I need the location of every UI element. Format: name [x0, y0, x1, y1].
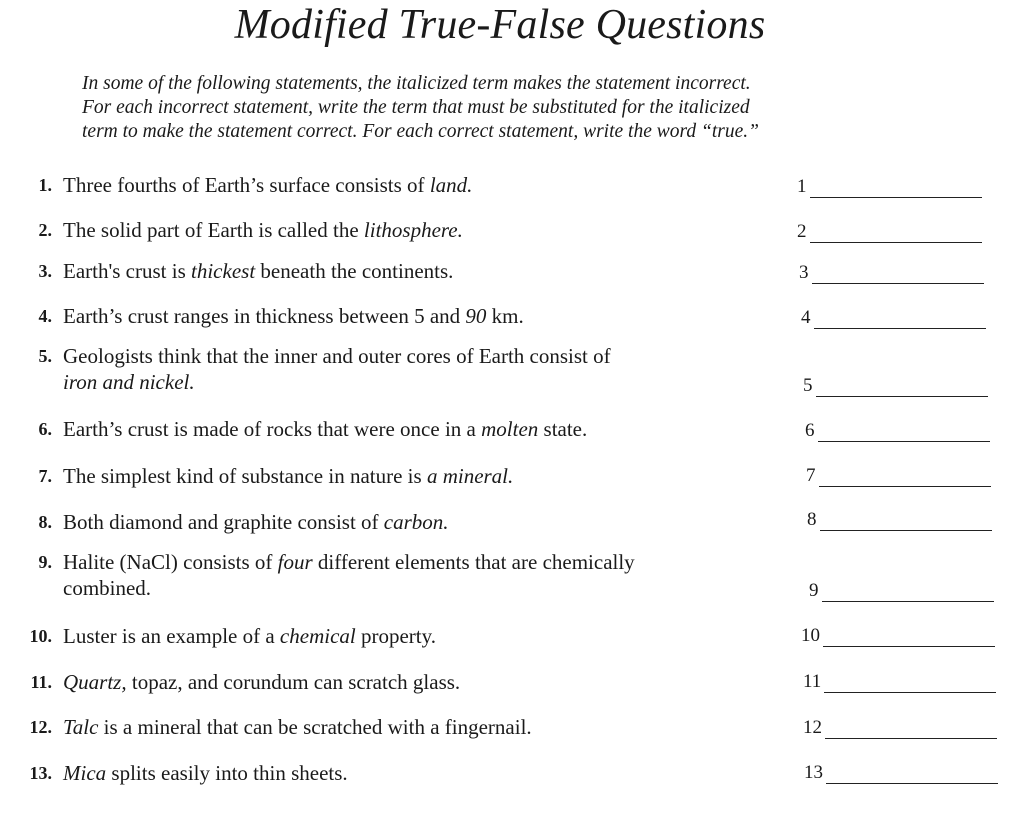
question-text: Quartz, topaz, and corundum can scratch glass.: [63, 670, 461, 694]
answer-line[interactable]: [820, 514, 992, 531]
answer-blank[interactable]: [797, 172, 982, 198]
question-text: The solid part of Earth is called the lithosphere.: [63, 218, 463, 242]
question-text: Both diamond and graphite consist of carbon.: [63, 510, 449, 534]
question-text: Halite (NaCl) consists of four different elements that are chemically combined.: [63, 550, 635, 600]
question-number: 8.: [38, 512, 52, 532]
answer-line[interactable]: [826, 767, 998, 784]
answer-number: 1: [797, 176, 807, 197]
question-text: Earth’s crust ranges in thickness between 5 and 90 km.: [63, 304, 524, 328]
answer-blank[interactable]: [806, 461, 991, 487]
instructions-line: term to make the statement correct. For each correct statement, write the word “true.”: [82, 121, 759, 142]
answer-number: 6: [805, 420, 815, 441]
question-number: 1.: [38, 175, 52, 195]
answer-line[interactable]: [812, 267, 984, 284]
question-number: 7.: [38, 466, 52, 486]
question-text: Luster is an example of a chemical property.: [63, 624, 436, 648]
answer-blank[interactable]: [809, 576, 994, 602]
answer-line[interactable]: [814, 312, 986, 329]
question-number: 10.: [29, 626, 52, 646]
answer-blank[interactable]: [803, 713, 997, 739]
answer-number: 10: [801, 625, 820, 646]
instructions: [82, 72, 942, 144]
answer-blank[interactable]: [799, 258, 984, 284]
answer-number: 13: [804, 762, 823, 783]
question-number: 12.: [29, 717, 52, 737]
answer-line[interactable]: [819, 470, 991, 487]
answer-number: 2: [797, 221, 807, 242]
answer-number: 8: [807, 509, 817, 530]
answer-line[interactable]: [818, 425, 990, 442]
answer-blank[interactable]: [804, 758, 998, 784]
answer-number: 12: [803, 717, 822, 738]
instructions-line: For each incorrect statement, write the term that must be substituted for the italicized: [82, 97, 750, 118]
answer-line[interactable]: [824, 676, 996, 693]
instructions-line: In some of the following statements, the italicized term makes the statement incorrect.: [82, 73, 751, 94]
question-number: 6.: [38, 419, 52, 439]
answer-blank[interactable]: [801, 621, 995, 647]
question-number: 5.: [38, 346, 52, 366]
answer-blank[interactable]: [801, 303, 986, 329]
answer-line[interactable]: [823, 630, 995, 647]
answer-blank[interactable]: [797, 217, 982, 243]
answer-line[interactable]: [822, 585, 994, 602]
page-title: Modified True-False Questions: [234, 2, 766, 48]
answer-number: 9: [809, 580, 819, 601]
answer-line[interactable]: [810, 181, 982, 198]
answer-line[interactable]: [825, 722, 997, 739]
answer-blank[interactable]: [805, 416, 990, 442]
question-number: 2.: [38, 220, 52, 240]
answer-number: 7: [806, 465, 816, 486]
question-text: The simplest kind of substance in nature is a mineral.: [63, 464, 514, 488]
question-text: Earth's crust is thickest beneath the continents.: [63, 259, 454, 283]
question-text: Talc is a mineral that can be scratched with a fingernail.: [63, 715, 532, 739]
question-text: Earth’s crust is made of rocks that were once in a molten state.: [63, 417, 588, 441]
question-text: Geologists think that the inner and outer cores of Earth consist of iron and nickel.: [63, 344, 611, 394]
answer-blank[interactable]: [803, 667, 996, 693]
question-number: 13.: [29, 763, 52, 783]
question-number: 4.: [38, 306, 52, 326]
answer-blank[interactable]: [803, 371, 988, 397]
question-number: 11.: [30, 672, 52, 692]
question-number: 3.: [38, 261, 52, 281]
answer-number: 3: [799, 262, 809, 283]
answer-number: 11: [803, 671, 822, 692]
answer-number: 5: [803, 375, 813, 396]
answer-line[interactable]: [816, 380, 988, 397]
question-text: Mica splits easily into thin sheets.: [63, 761, 348, 785]
answer-line[interactable]: [810, 226, 982, 243]
question-text: Three fourths of Earth’s surface consists of land.: [63, 173, 473, 197]
question-number: 9.: [38, 552, 52, 572]
answer-number: 4: [801, 307, 811, 328]
answer-blank[interactable]: [807, 505, 992, 531]
